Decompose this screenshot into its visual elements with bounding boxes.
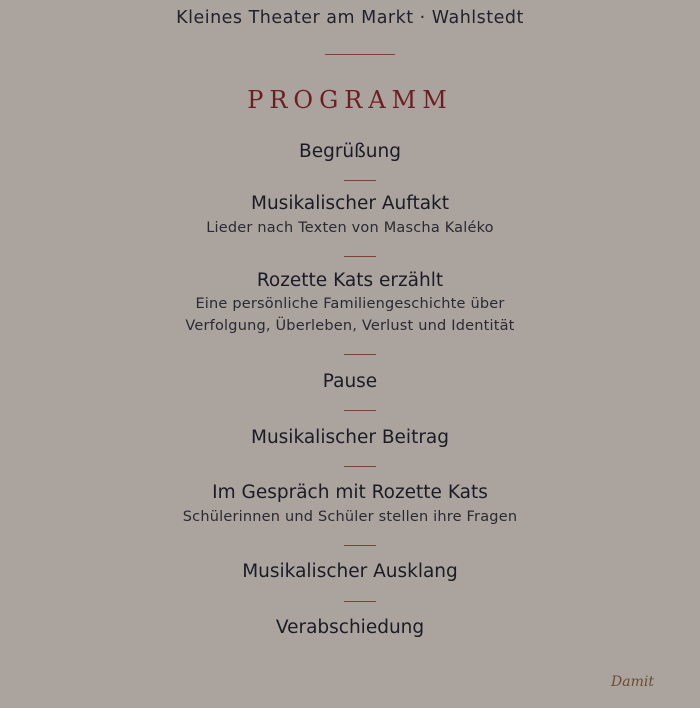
program-divider <box>344 180 376 181</box>
program-item-title: Musikalischer Ausklang <box>242 561 458 582</box>
program-item-title: Verabschiedung <box>275 617 425 638</box>
program-divider <box>344 601 376 602</box>
program-heading: PROGRAMM <box>247 86 453 114</box>
program-divider <box>344 466 376 467</box>
program-divider <box>344 256 376 257</box>
program-item-subtitle: Eine persönliche Familiengeschichte über <box>195 296 505 312</box>
program-item-title: Begrüßung <box>299 141 401 162</box>
venue-line: Kleines Theater am Markt · Wahlstedt <box>176 8 524 28</box>
program-item-title: Pause <box>322 371 378 392</box>
program-item-title: Im Gespräch mit Rozette Kats <box>212 482 488 503</box>
program-item-subtitle: Lieder nach Texten von Mascha Kaléko <box>206 220 494 236</box>
program-item-title: Musikalischer Beitrag <box>250 427 450 448</box>
program-item-subtitle: Verfolgung, Überleben, Verlust und Identität <box>185 318 515 334</box>
program-divider <box>344 354 376 355</box>
program-divider <box>344 410 376 411</box>
program-divider <box>344 545 376 546</box>
header-divider <box>325 54 395 55</box>
program-item-subtitle: Schülerinnen und Schüler stellen ihre Fragen <box>182 509 518 525</box>
program-item-title: Rozette Kats erzählt <box>256 270 444 291</box>
corner-text: Damit <box>611 674 654 690</box>
corner-text-cut <box>612 692 616 708</box>
program-item-title: Musikalischer Auftakt <box>251 193 449 214</box>
